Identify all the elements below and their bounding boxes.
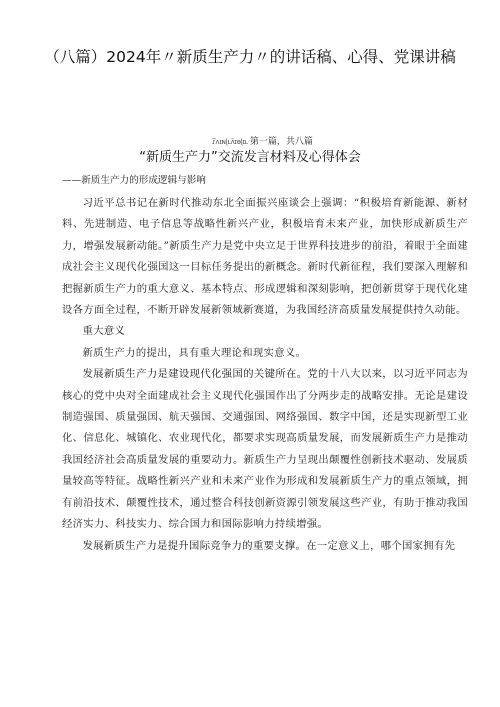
paragraph-lead: 发展新质生产力是建设现代化强国的关键所在。 (82, 368, 308, 381)
paragraph-lead: 发展新质生产力是提升国际竞争力的重要支撑。 (82, 539, 307, 552)
garbled-text: ɾ̅ʌɪɴɭʟʌ̄ɪɵɭɪʟ (212, 138, 248, 146)
paragraph-body: 党的十八大以来，以习近平同志为核心的党中央对全面建成社会主义现代化强国作出了分两步走的战略安排。无论是建设制造强国、质量强国、航天强国、交通强国、网络强国、数字中国，还是实现新型工业化、信息化、城镇化、农业现代化，都要求实现高质量发展，而发展新质生产力是推动我国经济社会高质量发展的重要动力。新质生产力呈现出颠覆性创新技术驱动、发展质量较高等特征。战略性新兴产业和未来产业作为形成和发展新质生产力的重点领域，拥有前沿技术、颠覆性技术，通过整合科技创新资源引领发展这些产业，有助于推动我国经济实力、科技实力、综合国力和国际影响力持续增强。 (62, 368, 468, 531)
section-title: “新质生产力”交流发言材料及心得体会 (139, 150, 361, 165)
paragraph (62, 364, 468, 535)
paragraph: 新质生产力的提出，具有重大理论和现实意义。 (82, 346, 307, 359)
part-label-text: 第一篇，共八篇 (249, 137, 313, 147)
paragraph-body: 在一定意义上，哪个国家拥有先 (306, 539, 456, 552)
document-title: （八篇）2024年〃新质生产力〃的讲话稿、心得、党课讲稿 (44, 48, 456, 66)
paragraph (62, 536, 468, 557)
section-heading: 重大意义 (82, 325, 126, 338)
body-text (62, 193, 468, 557)
paragraph: 习近平总书记在新时代推动东北全面振兴座谈会上强调：“积极培育新能源、新材料、先进制造、电子信息等战略性新兴产业，积极培育未来产业，加快形成新质生产力，增强发展新动能。”新质生产力是党中央立足于世界科技进步的前沿，着眼于全面建成社会主义现代化强国这一目标任务提出的新概念。新时代新征程，我们要深入理解和把握新质生产力的重大意义、基本特点、形成逻辑和深刻影响，把创新贯穿于现代化建设各方面全过程，不断开辟发展新领域新赛道，为我国经济高质量发展提供持久动能。 (62, 197, 468, 317)
subtitle: ——新质生产力的形成逻辑与影响 (62, 175, 206, 186)
